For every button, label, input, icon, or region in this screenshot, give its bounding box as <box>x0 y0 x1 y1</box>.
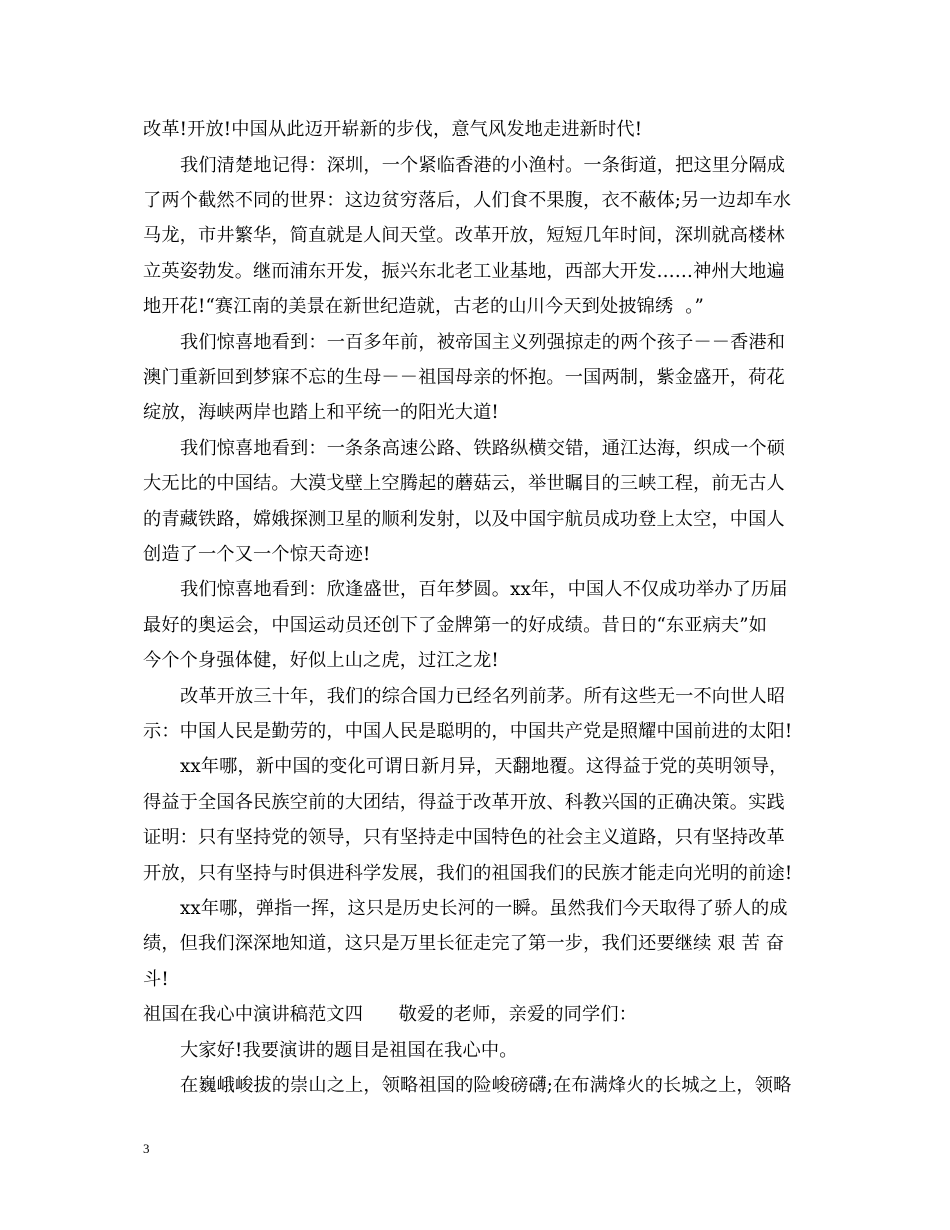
text-line: 改革!开放!中国从此迈开崭新的步伐，意气风发地走进新时代! <box>143 119 643 140</box>
text-line: 最好的奥运会，中国运动员还创下了金牌第一的好成绩。昔日的“东亚病夫”如 <box>143 615 768 636</box>
text-line: 祖国在我心中演讲稿范文四 敬爱的老师，亲爱的同学们： <box>143 1004 638 1025</box>
text-line: 了两个截然不同的世界：这边贫穷落后，人们食不果腹，衣不蔽体;另一边却车水 <box>143 190 792 211</box>
text-line: xx年哪，新中国的变化可谓日新月异，天翻地覆。这得益于党的英明领导， <box>180 756 788 777</box>
text-line: 今个个身强体健，好似上山之虎，过江之龙! <box>143 650 499 671</box>
text-line: 创造了一个又一个惊天奇迹! <box>143 544 371 565</box>
text-line: 绩，但我们深深地知道，这只是万里长征走完了第一步，我们还要继续 艰 苦 奋 <box>143 933 785 954</box>
text-line: 立英姿勃发。继而浦东开发，振兴东北老工业基地，西部大开发……神州大地遍 <box>143 261 785 282</box>
text-line: 马龙，市井繁华，简直就是人间天堂。改革开放，短短几年时间，深圳就高楼林 <box>143 225 785 246</box>
text-line: 绽放，海峡两岸也踏上和平统一的阳光大道! <box>143 402 499 423</box>
text-line: 我们惊喜地看到：一条条高速公路、铁路纵横交错，通江达海，织成一个硕 <box>180 438 786 459</box>
text-line: 斗! <box>143 969 169 990</box>
text-line: 我们惊喜地看到：一百多年前，被帝国主义列强掠走的两个孩子－－香港和 <box>180 332 786 353</box>
text-line: 我们清楚地记得：深圳，一个紧临香港的小渔村。一条街道，把这里分隔成 <box>180 155 786 176</box>
text-line: 大无比的中国结。大漠戈壁上空腾起的蘑菇云，举世瞩目的三峡工程，前无古人 <box>143 473 785 494</box>
text-line: 的青藏铁路，嫦娥探测卫星的顺利发射，以及中国宇航员成功登上太空，中国人 <box>143 509 785 530</box>
text-line: 在巍峨峻拔的崇山之上，领略祖国的险峻磅礴;在布满烽火的长城之上，领略 <box>180 1075 792 1096</box>
text-line: 我们惊喜地看到：欣逢盛世，百年梦圆。xx年，中国人不仅成功举办了历届 <box>180 579 788 600</box>
text-line: 地开花!“赛江南的美景在新世纪造就，古老的山川今天到处披锦绣 。” <box>143 296 704 317</box>
page-number: 3 <box>143 1141 150 1156</box>
text-line: 得益于全国各民族空前的大团结，得益于改革开放、科教兴国的正确决策。实践 <box>143 792 785 813</box>
text-line: 澳门重新回到梦寐不忘的生母－－祖国母亲的怀抱。一国两制，紫金盛开，荷花 <box>143 367 785 388</box>
text-line: 开放，只有坚持与时俱进科学发展，我们的祖国我们的民族才能走向光明的前途! <box>143 863 793 884</box>
text-line: xx年哪，弹指一挥，这只是历史长河的一瞬。虽然我们今天取得了骄人的成 <box>180 898 788 919</box>
text-line: 示：中国人民是勤劳的，中国人民是聪明的，中国共产党是照耀中国前进的太阳! <box>143 721 793 742</box>
text-line: 改革开放三十年，我们的综合国力已经名列前茅。所有这些无一不向世人昭 <box>180 686 786 707</box>
text-line: 大家好!我要演讲的题目是祖国在我心中。 <box>180 1040 518 1061</box>
text-line: 证明：只有坚持党的领导，只有坚持走中国特色的社会主义道路，只有坚持改革 <box>143 827 785 848</box>
